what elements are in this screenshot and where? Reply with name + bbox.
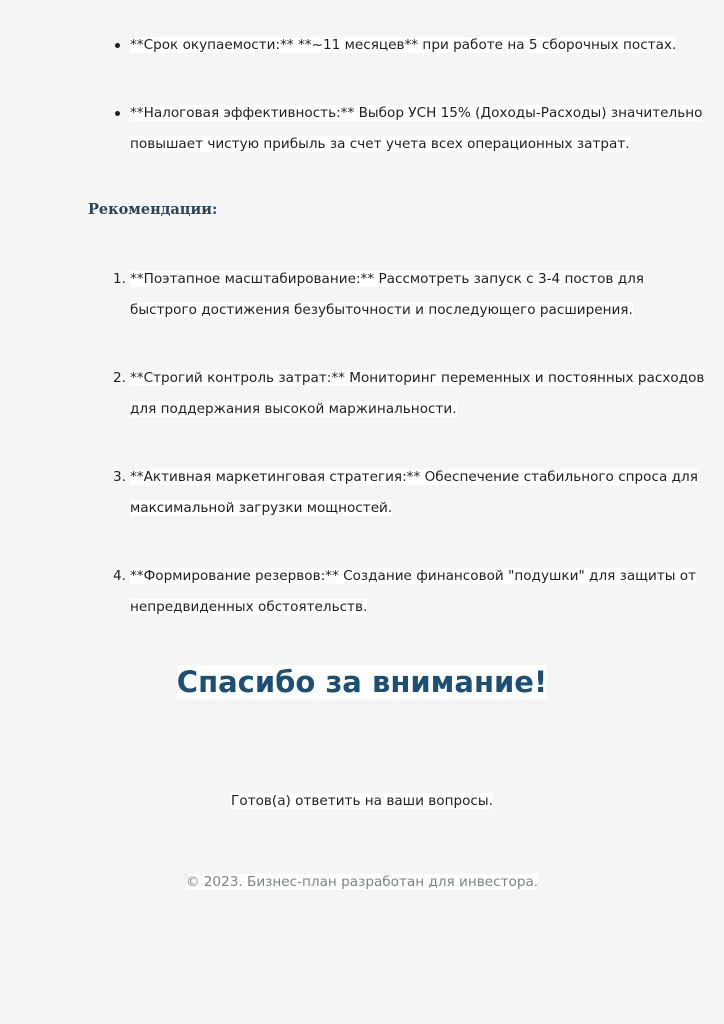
recommendation-number: 4. <box>113 568 126 584</box>
recommendations-heading: Рекомендации: <box>88 201 218 218</box>
bullet-text: **Налоговая эффективность:** Выбор УСН 15% (Доходы-Расходы) значительно повышает чистую прибыль за счет учета всех операционных затрат. <box>130 105 703 152</box>
recommendation-text: **Строгий контроль затрат:** Мониторинг переменных и постоянных расходов для поддержания высокой маржинальности. <box>130 370 705 417</box>
thanks-title-text: Спасибо за внимание! <box>176 665 548 699</box>
bullet-text: **Срок окупаемости:** **~11 месяцев** при работе на 5 сборочных постах. <box>130 37 677 53</box>
recommendation-item <box>113 462 710 524</box>
questions-note <box>0 789 724 813</box>
questions-note-text: Готов(а) ответить на ваши вопросы. <box>231 793 493 809</box>
recommendation-number: 2. <box>113 370 126 386</box>
recommendations-list <box>96 264 710 623</box>
recommendation-text: **Активная маркетинговая стратегия:** Обеспечение стабильного спроса для максимальной загрузки мощностей. <box>130 469 698 516</box>
recommendation-item <box>113 264 710 326</box>
recommendation-text: **Формирование резервов:** Создание финансовой "подушки" для защиты от непредвиденных обстоятельств. <box>130 568 697 615</box>
copyright-footer <box>0 870 724 894</box>
summary-bullet-list <box>96 30 710 160</box>
copyright-text: © 2023. Бизнес-план разработан для инвестора. <box>185 874 539 890</box>
thanks-title <box>0 662 724 702</box>
recommendation-item <box>113 363 710 425</box>
recommendation-item <box>113 561 710 623</box>
recommendation-text: **Поэтапное масштабирование:** Рассмотреть запуск с 3-4 постов для быстрого достижения безубыточности и последующего расширения. <box>130 271 644 318</box>
recommendation-number: 3. <box>113 469 126 485</box>
bullet-item-payback <box>130 30 710 61</box>
bullet-item-tax-efficiency <box>130 98 710 160</box>
recommendation-number: 1. <box>113 271 126 287</box>
